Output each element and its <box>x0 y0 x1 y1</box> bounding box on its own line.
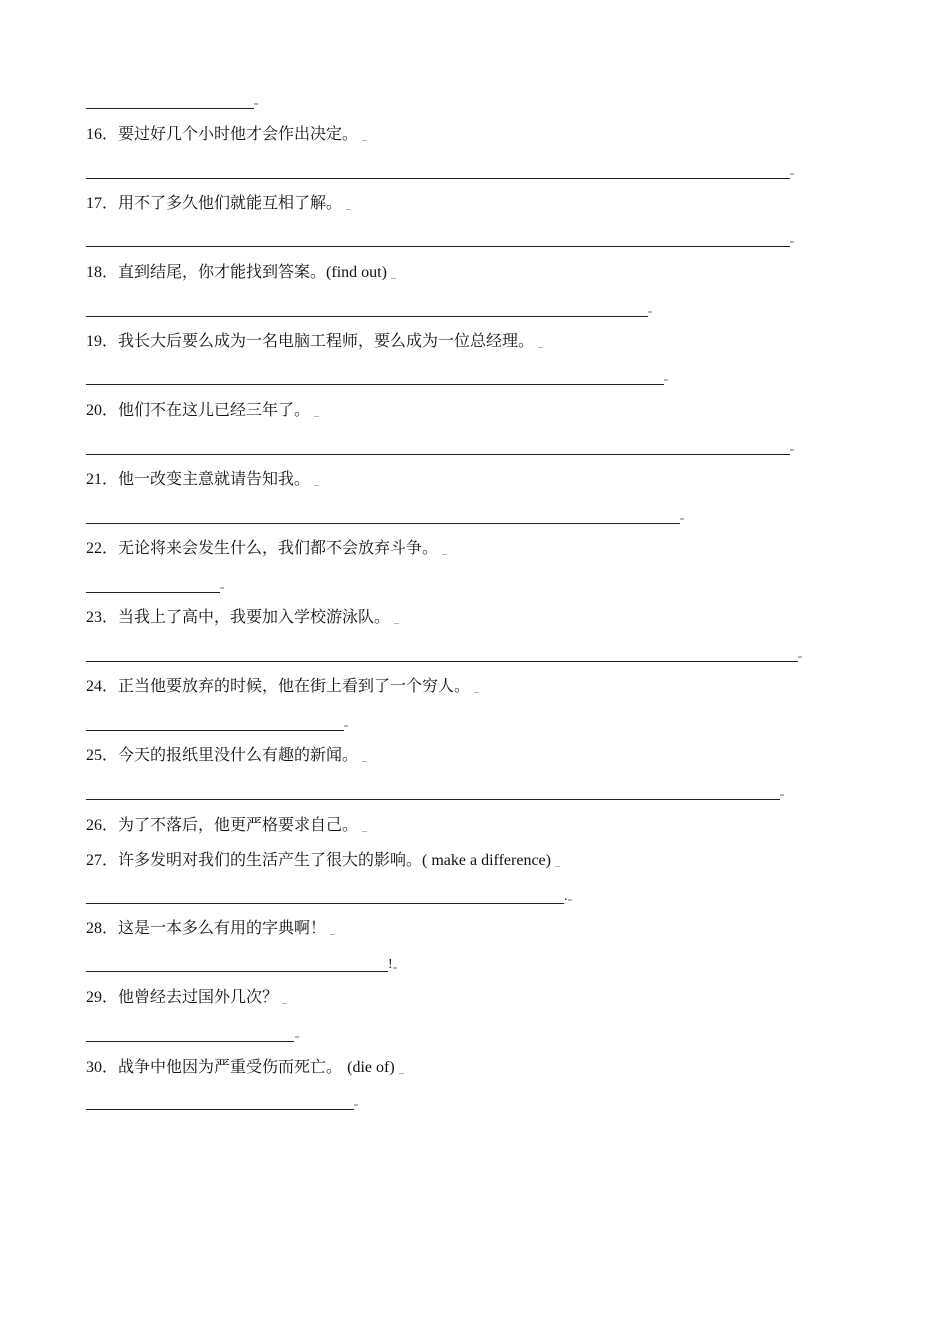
question-text: 他一改变主意就请告知我。 <box>118 469 311 488</box>
question-27: 27．许多发明对我们的生活产生了很大的影响。( make a difference) <box>86 850 560 871</box>
paragraph-mark <box>664 379 668 381</box>
question-number: 30 <box>86 1059 102 1076</box>
paragraph-mark <box>780 794 784 796</box>
question-21: 21．他一改变主意就请告知我。 <box>86 469 319 490</box>
question-text: 今天的报纸里没什么有趣的新闻。 <box>118 745 359 764</box>
answer-line-15[interactable] <box>86 108 254 109</box>
answer-line-ending: ! <box>388 957 393 972</box>
paragraph-mark <box>391 278 396 279</box>
question-23: 23．当我上了高中，我要加入学校游泳队。 <box>86 607 399 628</box>
question-text: 他们不在这儿已经三年了。 <box>118 400 311 419</box>
question-28: 28．这是一本多么有用的字典啊！ <box>86 918 335 939</box>
paragraph-mark <box>354 1104 358 1106</box>
question-number: 26 <box>86 817 102 834</box>
question-17: 17．用不了多久他们就能互相了解。 <box>86 193 351 214</box>
question-number: 22 <box>86 540 102 557</box>
question-25: 25．今天的报纸里没什么有趣的新闻。 <box>86 745 367 766</box>
paragraph-mark <box>798 656 802 658</box>
question-24: 24．正当他要放弃的时候，他在街上看到了一个穷人。 <box>86 676 479 697</box>
question-number: 24 <box>86 678 102 695</box>
answer-line-17[interactable] <box>86 246 790 247</box>
paragraph-mark <box>362 761 367 762</box>
paragraph-mark <box>362 831 367 832</box>
answer-line-18[interactable] <box>86 316 648 317</box>
paragraph-mark <box>346 209 351 210</box>
question-text: 许多发明对我们的生活产生了很大的影响。 <box>118 850 423 869</box>
paragraph-mark <box>680 518 684 520</box>
question-hint: (find out) <box>326 264 387 281</box>
question-hint: (die of) <box>347 1059 395 1076</box>
question-number: 19 <box>86 333 102 350</box>
paragraph-mark <box>790 173 794 175</box>
question-number: 28 <box>86 920 102 937</box>
question-text: 这是一本多么有用的字典啊！ <box>118 918 327 937</box>
question-text: 用不了多久他们就能互相了解。 <box>118 193 343 212</box>
paragraph-mark <box>254 103 258 105</box>
question-hint: ( make a difference) <box>422 852 551 869</box>
answer-line-16[interactable] <box>86 178 790 179</box>
question-16: 16．要过好几个小时他才会作出决定。 <box>86 124 367 145</box>
question-18: 18．直到结尾，你才能找到答案。(find out) <box>86 262 396 283</box>
answer-line-23[interactable] <box>86 661 798 662</box>
paragraph-mark <box>394 623 399 624</box>
question-text: 他曾经去过国外几次？ <box>118 987 279 1006</box>
question-26: 26．为了不落后，他更严格要求自己。 <box>86 815 367 836</box>
question-number: 18 <box>86 264 102 281</box>
answer-line-21[interactable] <box>86 523 680 524</box>
question-number: 25 <box>86 747 102 764</box>
question-19: 19．我长大后要么成为一名电脑工程师，要么成为一位总经理。 <box>86 331 543 352</box>
question-text: 战争中他因为严重受伤而死亡。 <box>118 1057 343 1076</box>
answer-line-ending: . <box>564 889 568 904</box>
question-number: 16 <box>86 126 102 143</box>
paragraph-mark <box>790 449 794 451</box>
paragraph-mark <box>538 347 543 348</box>
question-text: 无论将来会发生什么，我们都不会放弃斗争。 <box>118 538 439 557</box>
question-number: 27 <box>86 852 102 869</box>
answer-line-30[interactable] <box>86 1109 354 1110</box>
paragraph-mark <box>344 725 348 727</box>
question-number: 23 <box>86 609 102 626</box>
answer-line-24[interactable] <box>86 730 344 731</box>
question-number: 29 <box>86 989 102 1006</box>
paragraph-mark <box>330 934 335 935</box>
paragraph-mark <box>568 899 572 901</box>
answer-line-28[interactable] <box>86 971 388 972</box>
paragraph-mark <box>220 587 224 589</box>
paragraph-mark <box>314 485 319 486</box>
paragraph-mark <box>295 1036 299 1038</box>
question-29: 29．他曾经去过国外几次？ <box>86 987 287 1008</box>
question-text: 直到结尾，你才能找到答案。 <box>118 262 327 281</box>
answer-line-27[interactable] <box>86 903 564 904</box>
question-text: 当我上了高中，我要加入学校游泳队。 <box>118 607 391 626</box>
question-text: 正当他要放弃的时候，他在街上看到了一个穷人。 <box>118 676 471 695</box>
question-30: 30．战争中他因为严重受伤而死亡。 (die of) <box>86 1057 404 1078</box>
paragraph-mark <box>362 140 367 141</box>
paragraph-mark <box>648 311 652 313</box>
answer-line-20[interactable] <box>86 454 790 455</box>
paragraph-mark <box>555 866 560 867</box>
question-text: 为了不落后，他更严格要求自己。 <box>118 815 359 834</box>
answer-line-25[interactable] <box>86 799 780 800</box>
answer-line-22[interactable] <box>86 592 220 593</box>
question-number: 21 <box>86 471 102 488</box>
question-number: 17 <box>86 195 102 212</box>
answer-line-29[interactable] <box>86 1041 294 1042</box>
paragraph-mark <box>282 1003 287 1004</box>
paragraph-mark <box>442 554 447 555</box>
paragraph-mark <box>314 416 319 417</box>
paragraph-mark <box>393 967 397 969</box>
paragraph-mark <box>399 1073 404 1074</box>
question-text: 要过好几个小时他才会作出决定。 <box>118 124 359 143</box>
answer-line-19[interactable] <box>86 384 664 385</box>
question-22: 22．无论将来会发生什么，我们都不会放弃斗争。 <box>86 538 447 559</box>
question-number: 20 <box>86 402 102 419</box>
question-text: 我长大后要么成为一名电脑工程师，要么成为一位总经理。 <box>118 331 535 350</box>
question-20: 20．他们不在这儿已经三年了。 <box>86 400 319 421</box>
paragraph-mark <box>474 692 479 693</box>
paragraph-mark <box>790 241 794 243</box>
